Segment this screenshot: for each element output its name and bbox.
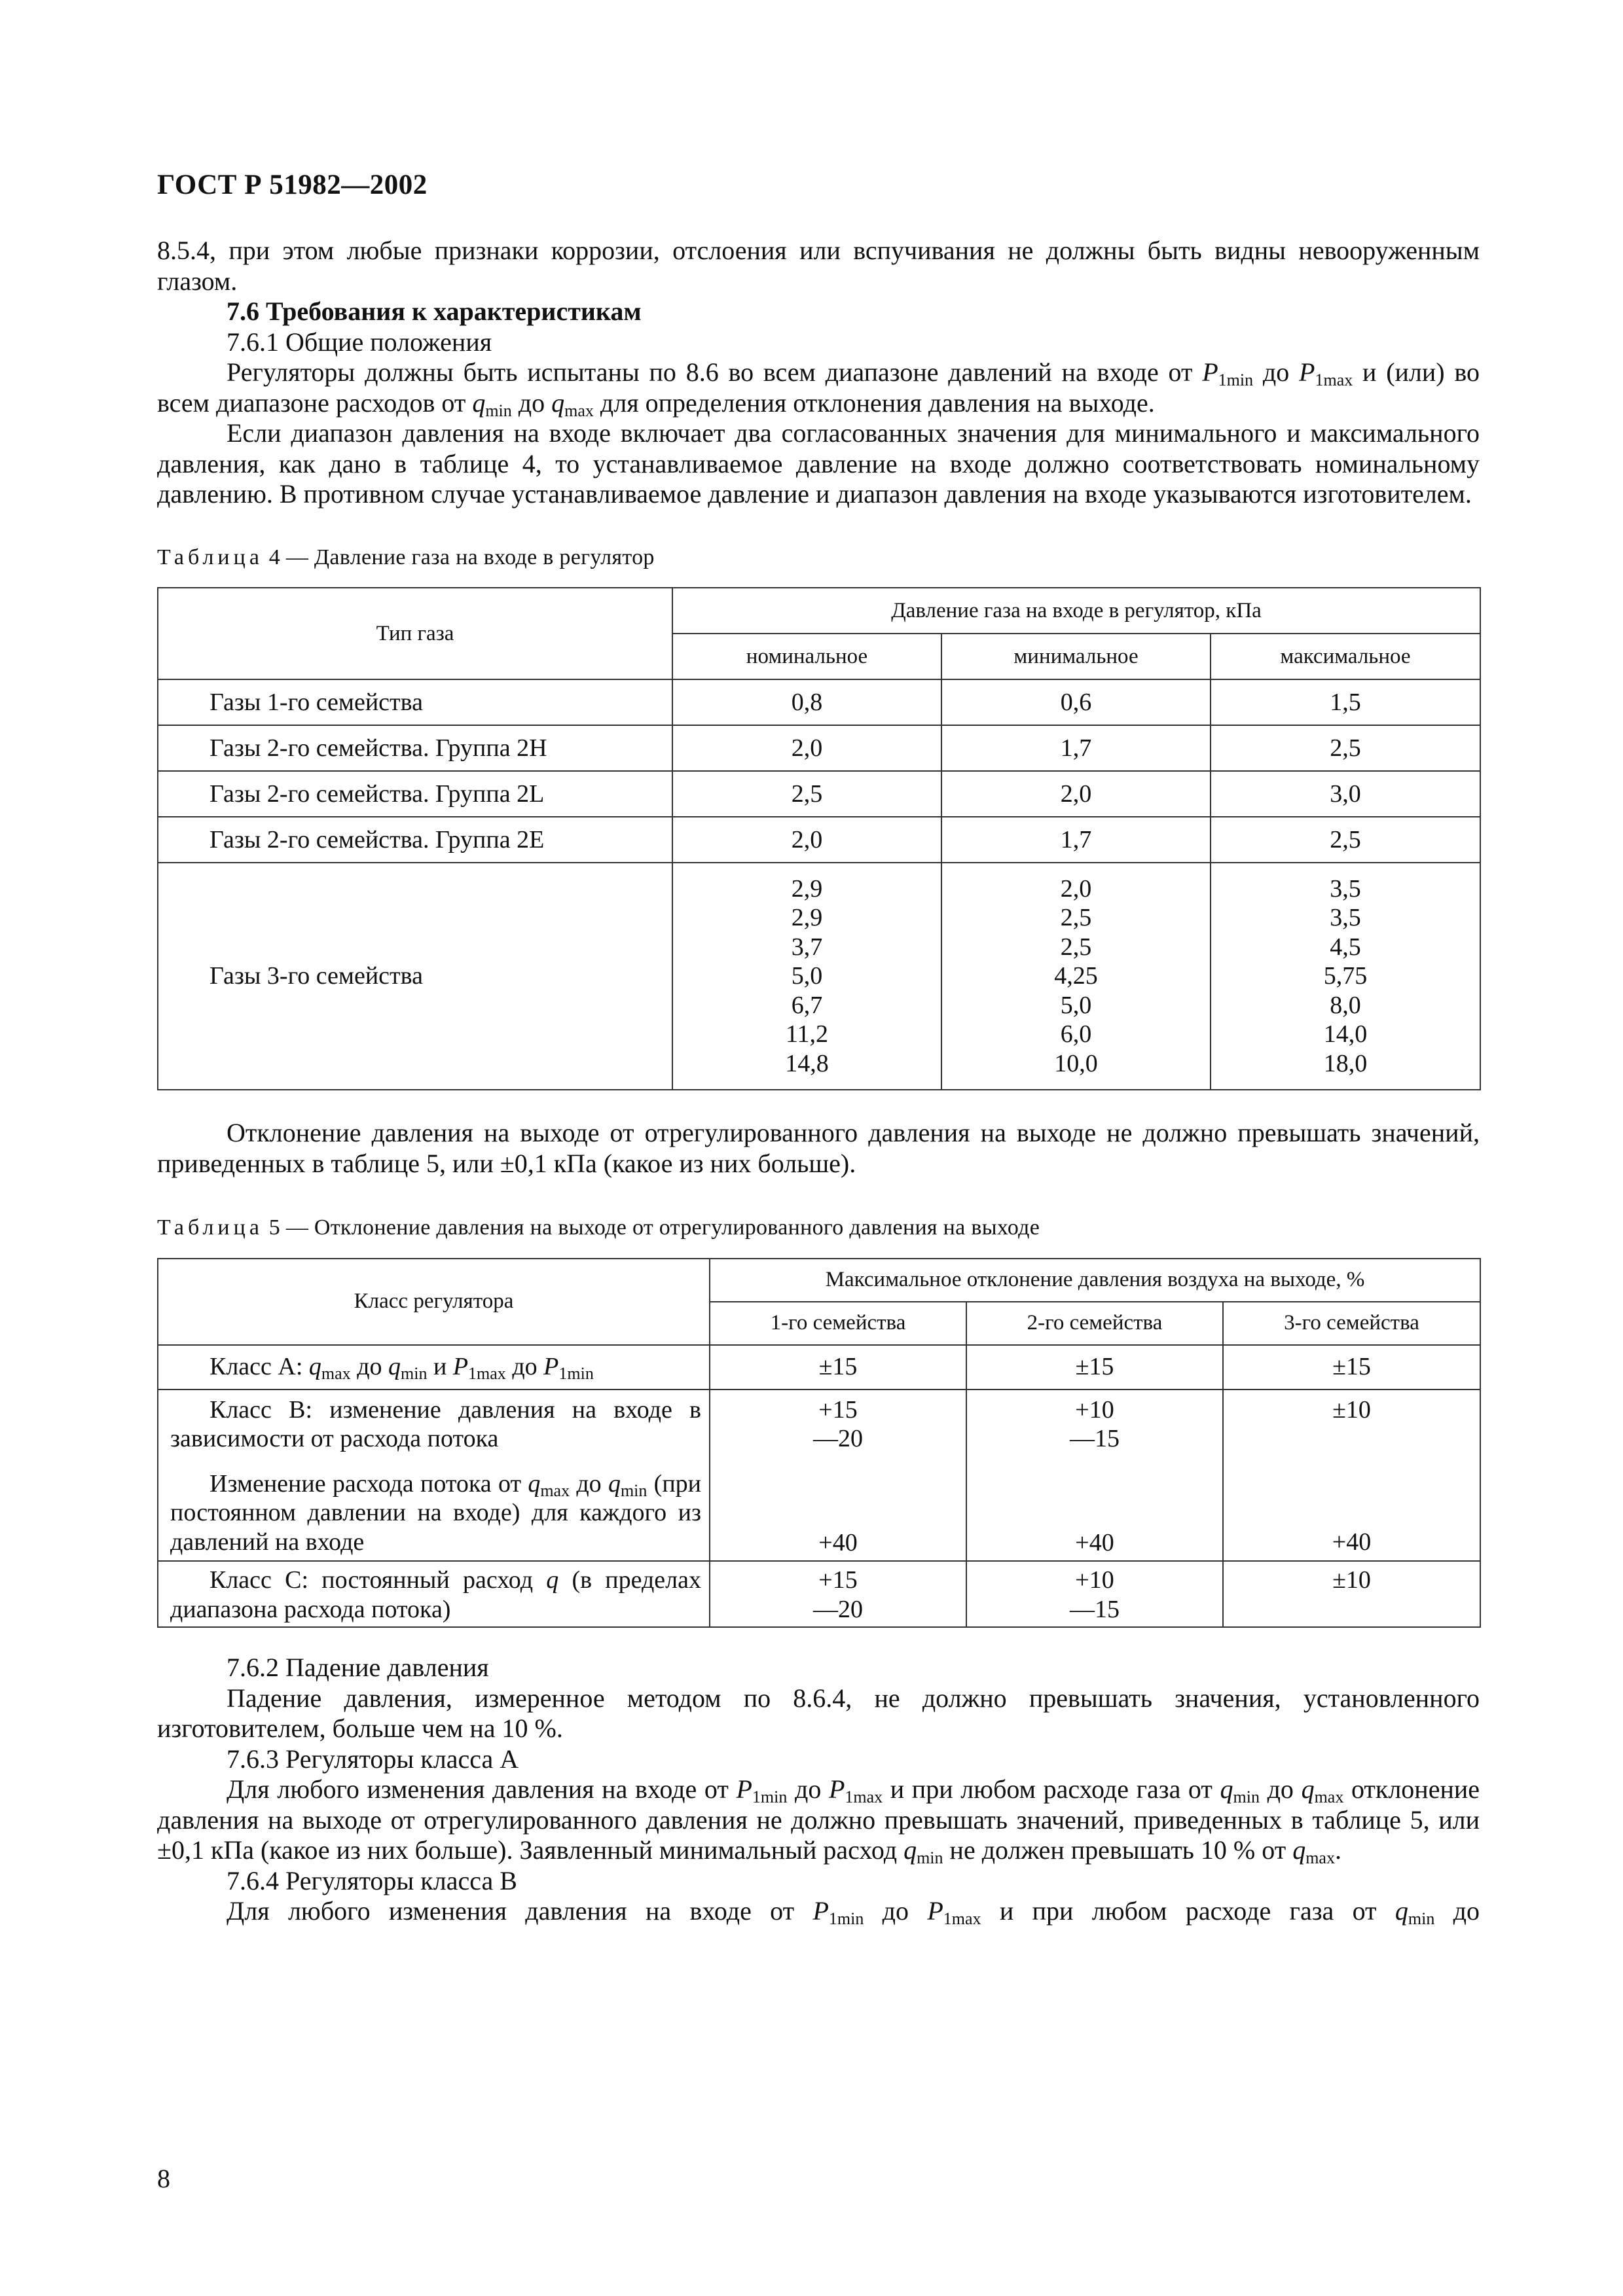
table-5 bbox=[157, 1258, 1481, 1628]
table-row-class-b: Класс В: изменение давления на входе в зависимости от расхода потока Изменение расхода потока от $q_{max}$ до $q_{min}$ (при постоянном давлении на входе) для каждого из давлений на входе +15 —20 +40 +10 —15 +40 ±10 +40 bbox=[158, 1390, 1480, 1562]
table-row-class-c: Класс С: постоянный расход q (в пределах диапазона расхода потока) +15 —20 +10 —15 ±10 bbox=[158, 1561, 1480, 1627]
table5-subheader: 1-го семейства bbox=[710, 1302, 966, 1345]
table5-subheader: 3-го семейства bbox=[1223, 1302, 1480, 1345]
table-row-family3: Газы 3-го семейства 2,9 2,9 3,7 5,0 6,7 11,2 14,8 2,0 2,5 2,5 4,25 5,0 6,0 10,0 3,5 3,5 4,5 5,75 8,0 14,0 18,0 bbox=[158, 863, 1480, 1090]
paragraph-7-6-1-a: Регуляторы должны быть испытаны по 8.6 во всем диапазоне давлений на входе от $P_{1min}$ до $P_{1max}$ и (или) во всем диапазоне расходов от $q_{min}$ до $q_{max}$ для определения отклонения давления на выходе. bbox=[157, 357, 1480, 420]
table4-subheader: максимальное bbox=[1211, 634, 1480, 679]
table-4 bbox=[157, 587, 1481, 1090]
table-row: Газы 1-го семейства 0,8 0,6 1,5 bbox=[158, 679, 1480, 725]
document-header: ГОСТ Р 51982—2002 bbox=[157, 170, 428, 200]
paragraph-7-6-4: Для любого изменения давления на входе от $P_{1min}$ до $P_{1max}$ и при любом расходе газа от $q_{min}$ до bbox=[227, 1896, 1480, 1928]
table-row: Газы 2-го семейства. Группа 2Е 2,0 1,7 2,5 bbox=[158, 817, 1480, 863]
table-row: Газы 2-го семейства. Группа 2Н 2,0 1,7 2,5 bbox=[158, 725, 1480, 771]
table5-header-class: Класс регулятора bbox=[158, 1259, 710, 1345]
table-row: Газы 2-го семейства. Группа 2L 2,5 2,0 3,0 bbox=[158, 771, 1480, 817]
paragraph-after-table4: Отклонение давления на выходе от отрегулированного давления на выходе не должно превышать значений, приведенных в таблице 5, или ±0,1 кПа (какое из них больше). bbox=[157, 1118, 1480, 1178]
table4-header-group: Давление газа на входе в регулятор, кПа bbox=[672, 588, 1480, 634]
table4-header-type: Тип газа bbox=[158, 588, 672, 679]
paragraph-continuation: 8.5.4, при этом любые признаки коррозии, отслоения или вспучивания не должны быть видны невооруженным глазом. bbox=[157, 236, 1480, 296]
table-row-class-a: Класс А: $q_{max}$ до $q_{min}$ и $P_{1max}$ до $P_{1min}$ ±15 ±15 ±15 bbox=[158, 1345, 1480, 1390]
table4-subheader: минимальное bbox=[941, 634, 1211, 679]
table5-subheader: 2-го семейства bbox=[966, 1302, 1223, 1345]
subsection-heading-7-6-2: 7.6.2 Падение давления bbox=[227, 1653, 489, 1682]
subsection-heading-7-6-4: 7.6.4 Регуляторы класса В bbox=[227, 1865, 517, 1895]
paragraph-7-6-3: Для любого изменения давления на входе от $P_{1min}$ до $P_{1max}$ и при любом расходе газа от $q_{min}$ до $q_{max}$ отклонение давления на выходе от отрегулированного давления не должно превышать значений, приведенных в таблице 5, или ±0,1 кПа (какое из них больше). Заявленный минимальный расход $q_{min}$ не должен превышать 10 % от $q_{max}$. bbox=[157, 1774, 1480, 1867]
paragraph-7-6-2: Падение давления, измеренное методом по 8.6.4, не должно превышать значения, установленного изготовителем, больше чем на 10 %. bbox=[157, 1683, 1480, 1743]
table4-subheader: номинальное bbox=[672, 634, 941, 679]
table4-caption: Таблица 4 — Давление газа на входе в регулятор bbox=[157, 545, 655, 569]
table5-caption: Таблица 5 — Отклонение давления на выходе от отрегулированного давления на выходе bbox=[157, 1215, 1040, 1240]
page-number: 8 bbox=[157, 2164, 170, 2193]
subsection-heading-7-6-3: 7.6.3 Регуляторы класса А bbox=[227, 1744, 519, 1774]
document-body bbox=[157, 236, 1480, 1927]
table5-header-group: Максимальное отклонение давления воздуха на выходе, % bbox=[710, 1259, 1480, 1302]
section-heading-7-6: 7.6 Требования к характеристикам bbox=[227, 296, 642, 326]
subsection-heading-7-6-1: 7.6.1 Общие положения bbox=[227, 327, 492, 357]
paragraph-7-6-1-b: Если диапазон давления на входе включает два согласованных значения для минимального и максимального давления, как дано в таблице 4, то устанавливаемое давление на входе должно соответствовать номинальному давлению. В противном случае устанавливаемое давление и диапазон давления на входе указываются изготовителем. bbox=[157, 418, 1480, 509]
